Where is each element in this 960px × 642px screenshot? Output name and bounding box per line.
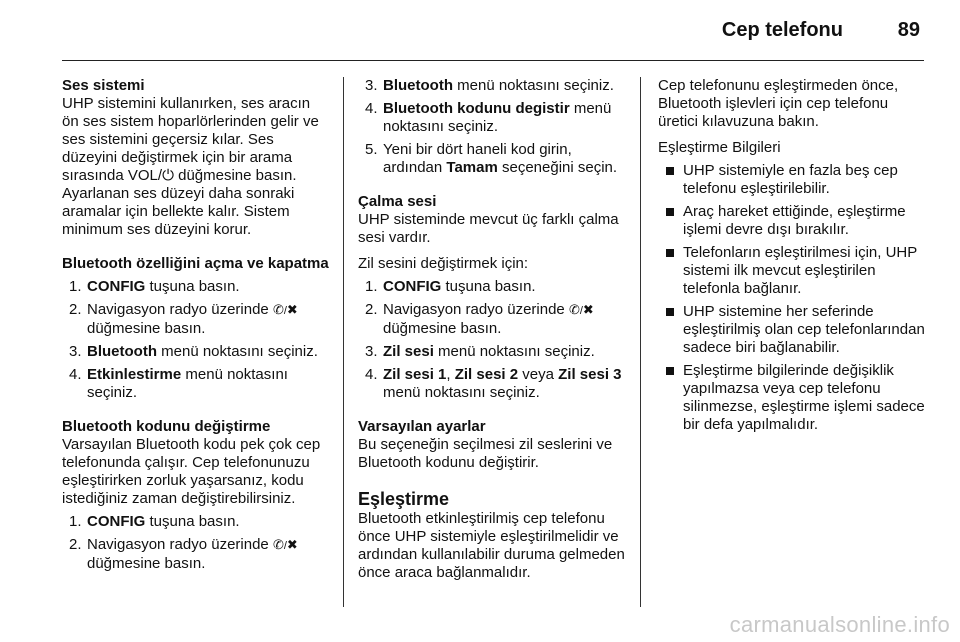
- list-item: 2. Navigasyon radyo üzerinde ✆/✖ düğmesine basın.: [69, 301, 298, 337]
- list-item: 2. Navigasyon radyo üzerinde ✆/✖ düğmesine basın.: [69, 536, 298, 572]
- list-item: 3. Zil sesi menü noktasını seçiniz.: [365, 343, 595, 360]
- section-ses-sistemi: [62, 77, 330, 239]
- list-item: 1. CONFIG tuşuna basın.: [365, 278, 536, 295]
- body-text: Zil sesini değiştirmek için:: [358, 255, 529, 272]
- phone-hangup-icon: ✖: [286, 302, 298, 317]
- bullet-list: [658, 162, 930, 434]
- page-header: [0, 0, 960, 62]
- section-varsayilan-ayarlar: [358, 418, 628, 472]
- header-divider: [62, 60, 924, 61]
- section-bluetooth-code: [62, 418, 330, 573]
- list-item: UHP sistemine her seferinde eşleştirilmiş olan cep telefonlarından sadece biri bağlanabilir.: [658, 303, 930, 357]
- page-number: 89: [897, 19, 920, 41]
- list-item: Telefonların eşleştirilmesi için, UHP sistemi ilk mevcut eşleştirilen telefonla bağlanır.: [658, 244, 930, 298]
- body-text: UHP sisteminde mevcut üç farklı çalma sesi vardır.: [358, 211, 619, 246]
- power-icon: ⏻: [162, 167, 174, 184]
- step-list: [62, 278, 330, 402]
- list-item: Eşleştirme bilgilerinde değişiklik yapılmazsa veya cep telefonu silinmezse, eşleştirme işlemi sadece bir defa yapılmalıdır.: [658, 362, 930, 434]
- body-text: Bu seçeneğin seçilmesi zil seslerini ve Bluetooth kodunu değiştirir.: [358, 436, 613, 471]
- list-item: UHP sistemiyle en fazla beş cep telefonu eşleştirilebilir.: [658, 162, 930, 198]
- column-2: [358, 77, 628, 598]
- bullet-square-icon: [666, 308, 674, 316]
- list-item: 2. Navigasyon radyo üzerinde ✆/✖ düğmesine basın.: [365, 301, 594, 337]
- step-list: [358, 77, 628, 177]
- section-title: Eşleştirme: [358, 489, 450, 509]
- section-calma-sesi: [358, 193, 628, 402]
- phone-pickup-icon: ✆: [272, 537, 284, 552]
- column-divider-1: [343, 77, 344, 607]
- body-text: Bluetooth etkinleştirilmiş cep telefonu önce UHP sistemiyle eşleştirilmelidir ve ardından kullanılabilir duruma gelmeden önce araca bağlanmalıdır.: [358, 510, 625, 581]
- step-list: [62, 513, 330, 573]
- section-heading: Çalma sesi: [358, 193, 437, 210]
- bullet-square-icon: [666, 249, 674, 257]
- bullet-square-icon: [666, 367, 674, 375]
- step-list: [358, 278, 628, 402]
- section-bluetooth-code-continued: [358, 77, 628, 177]
- body-text: Varsayılan Bluetooth kodu pek çok cep telefonunda çalışır. Cep telefonunuzu eşleştirirken zorluk yaşarsanız, kodu istediğiniz zaman değiştirebilirsiniz.: [62, 436, 321, 507]
- body-text: Cep telefonunu eşleştirmeden önce, Bluetooth işlevleri için cep telefonu üretici kılavuzuna bakın.: [658, 77, 899, 130]
- section-heading: Bluetooth kodunu değiştirme: [62, 418, 271, 435]
- phone-pickup-icon: ✆: [272, 302, 284, 317]
- list-item: Araç hareket ettiğinde, eşleştirme işlemi devre dışı bırakılır.: [658, 203, 930, 239]
- bullet-square-icon: [666, 167, 674, 175]
- column-1: [62, 77, 330, 589]
- list-item: 5. Yeni bir dört haneli kod girin, ardından Tamam seçeneğini seçin.: [365, 141, 618, 176]
- watermark: carmanualsonline.info: [729, 612, 950, 637]
- chapter-title: Cep telefonu: [721, 19, 843, 41]
- phone-hangup-icon: ✖: [286, 537, 298, 552]
- section-heading: Bluetooth özelliğini açma ve kapatma: [62, 255, 329, 272]
- phone-pickup-icon: ✆: [568, 302, 580, 317]
- section-heading: Varsayılan ayarlar: [358, 418, 486, 435]
- section-heading: Ses sistemi: [62, 77, 145, 94]
- bullet-square-icon: [666, 208, 674, 216]
- column-divider-2: [640, 77, 641, 607]
- list-item: 3. Bluetooth menü noktasını seçiniz.: [365, 77, 614, 94]
- column-3: [658, 77, 930, 434]
- list-item: 4. Etkinlestirme menü noktasını seçiniz.: [69, 366, 288, 401]
- info-title: Eşleştirme Bilgileri: [658, 139, 781, 156]
- list-item: 4. Zil sesi 1, Zil sesi 2 veya Zil sesi 3 menü noktasını seçiniz.: [365, 366, 622, 401]
- list-item: 4. Bluetooth kodunu degistir menü noktasını seçiniz.: [365, 100, 612, 135]
- list-item: 3. Bluetooth menü noktasını seçiniz.: [69, 343, 318, 360]
- list-item: 1. CONFIG tuşuna basın.: [69, 278, 240, 295]
- body-text: UHP sistemini kullanırken, ses aracın ön ses sistem hoparlörlerinden gelir ve ses sistemini geçersiz kılar. Ses düzeyini değiştirmek için bir arama sırasında VOL/⏻ düğmesine basın. Ayarlanan ses düzeyi daha sonraki aramalar için bellekte kalır. Sistem minimum ses düzeyini korur.: [62, 95, 319, 238]
- section-eslestirme: [358, 488, 628, 582]
- section-bluetooth-enable: [62, 255, 330, 402]
- list-item: 1. CONFIG tuşuna basın.: [69, 513, 240, 530]
- phone-hangup-icon: ✖: [582, 302, 594, 317]
